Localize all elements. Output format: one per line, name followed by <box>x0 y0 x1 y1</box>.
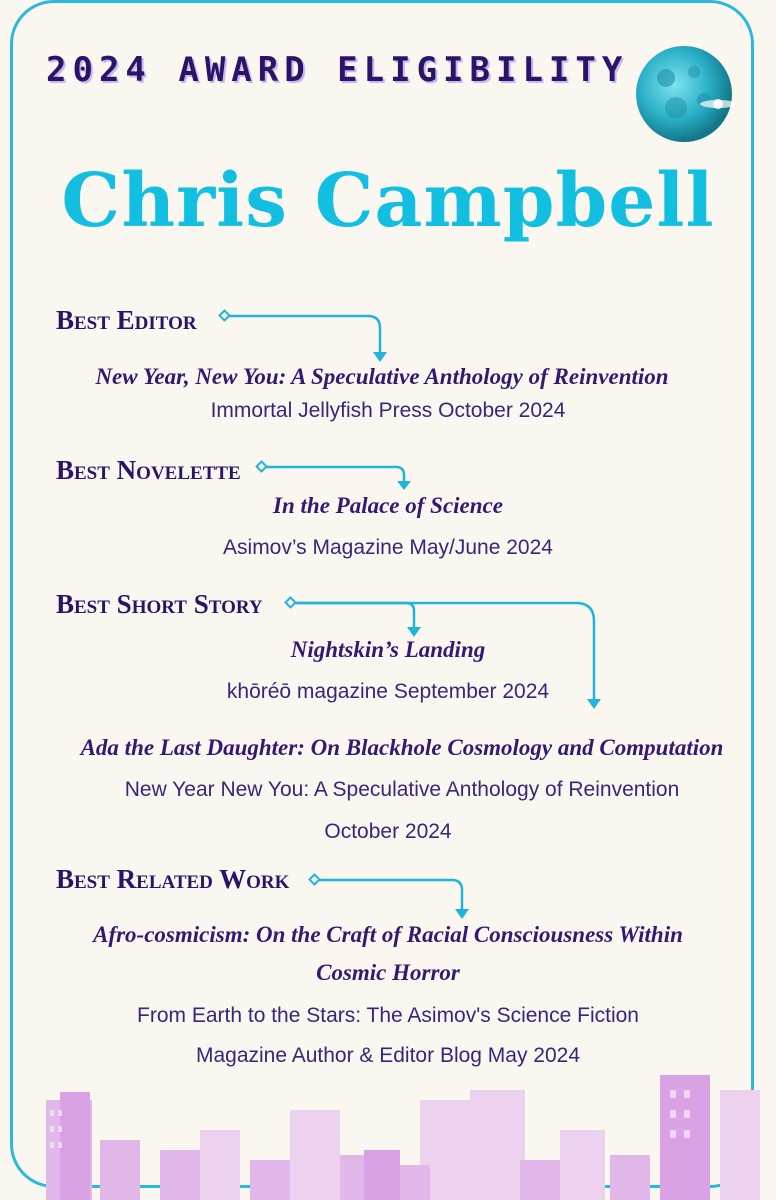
work-publication: Asimov’s Magazine May/June 2024 <box>223 536 553 559</box>
work-publication: Immortal Jellyfish Press October 2024 <box>210 399 566 422</box>
work-publication: New Year New You: A Speculative Anthology of Reinvention <box>124 778 680 801</box>
work-title: Ada the Last Daughter: On Blackhole Cosmology and Computation <box>80 735 724 760</box>
work-title: Nightskin’s Landing <box>290 637 486 662</box>
novelette-arrow <box>266 467 404 482</box>
page-title: 2024 AWARD ELIGIBILITY <box>46 50 629 90</box>
work-publication-date: October 2024 <box>324 820 452 843</box>
work-publication: From Earth to the Stars: The Asimov's Science Fiction <box>137 1004 639 1027</box>
related-arrow <box>318 880 462 910</box>
category-best-related-work: Best Related Work <box>56 864 290 894</box>
work-title: New Year, New You: A Speculative Anthology of Reinvention <box>95 364 669 389</box>
category-best-editor: Best Editor <box>56 305 197 335</box>
work-publication: khōréō magazine September 2024 <box>226 680 550 703</box>
city-skyline-image <box>0 1070 776 1200</box>
work-publication-continued: Magazine Author & Editor Blog May 2024 <box>195 1044 581 1067</box>
work-title: In the Palace of Science <box>273 493 503 518</box>
short-story-arrow-1 <box>294 603 414 628</box>
author-name: Chris Campbell <box>61 158 715 244</box>
work-title: Afro-cosmicism: On the Craft of Racial Consciousness Within <box>93 922 683 947</box>
category-best-short-story: Best Short Story <box>56 589 263 619</box>
category-best-novelette: Best Novelette <box>56 455 241 485</box>
work-title-continued: Cosmic Horror <box>316 960 460 985</box>
editor-arrow <box>229 316 380 352</box>
